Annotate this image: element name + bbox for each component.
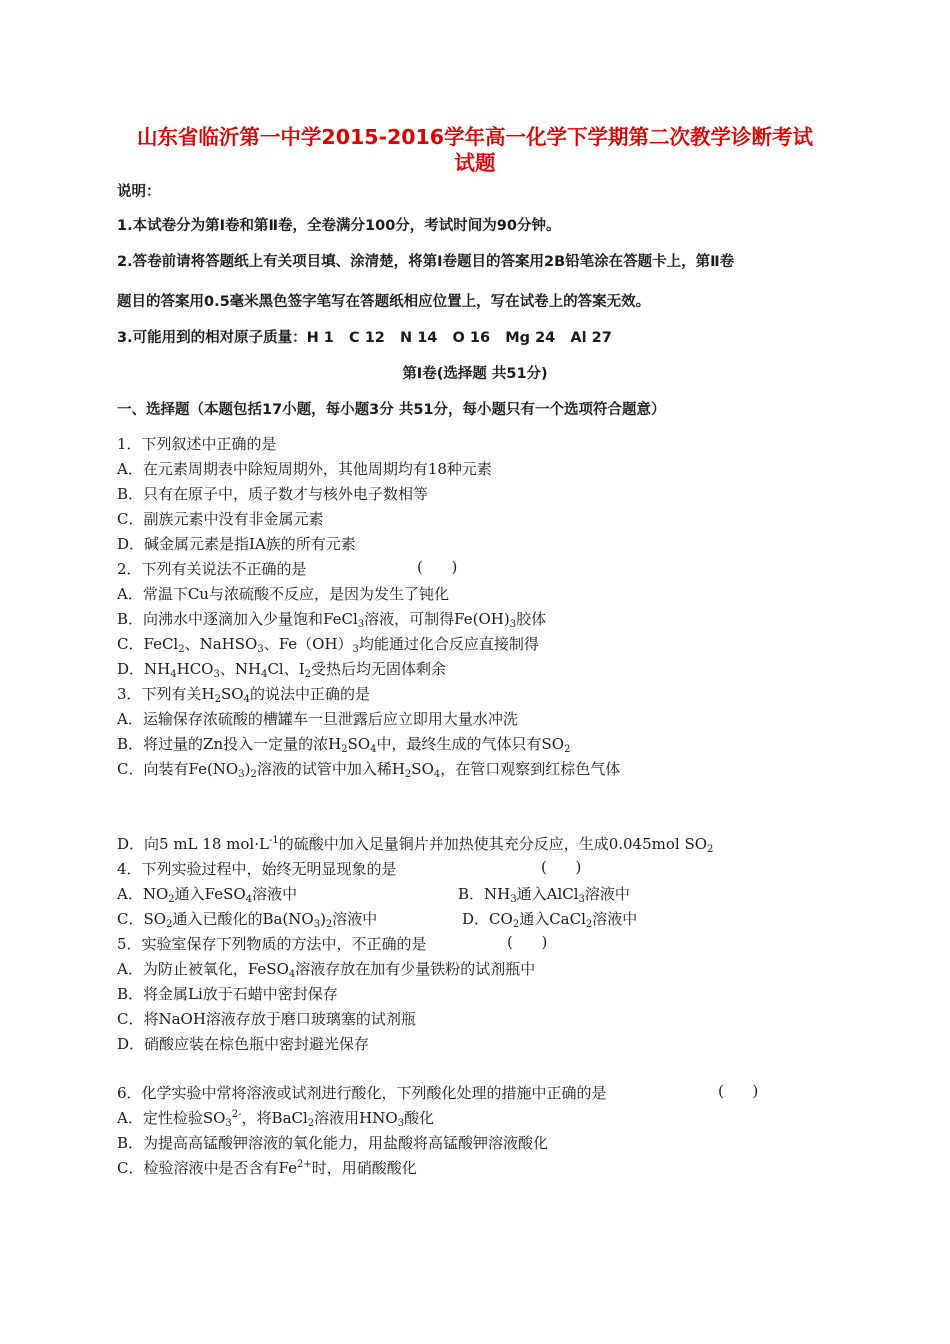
instructions-heading: 说明：	[117, 184, 161, 200]
option-a: A．常温下Cu与浓硫酸不反应，是因为发生了钝化	[117, 585, 449, 603]
option-b: B．将过量的Zn投入一定量的浓$H_2SO_4$中，最终生成的气体只有$SO_2$	[117, 735, 571, 755]
option-c: C．向装有$Fe(NO_3)_2$溶液的试管中加入稀$H_2SO_4$，在管口观察到红棕色气体	[117, 760, 621, 780]
option-d: D．硝酸应装在棕色瓶中密封避光保存	[117, 1035, 370, 1053]
exam-title-line1: 山东省临沂第一中学2015-2016学年高一化学下学期第二次教学诊断考试	[136, 125, 814, 149]
question-stem: 2．下列有关说法不正确的是	[117, 560, 307, 578]
option-d: D．向5 mL 18 $mol\cdot L^{-1}$的硫酸中加入足量铜片并加热使其充分反应，生成0.045mol $SO_2$	[117, 835, 714, 855]
option-a: A．运输保存浓硫酸的槽罐车一旦泄露后应立即用大量水冲洗	[117, 710, 518, 728]
option-b: B．向沸水中逐滴加入少量饱和FeCl$_3$溶液，可制得$Fe(OH)_3$胶体	[117, 610, 547, 630]
option-c: C．副族元素中没有非金属元素	[117, 510, 324, 528]
section-heading: 一、选择题（本题包括17小题，每小题3分 共51分，每小题只有一个选项符合题意）	[117, 402, 666, 418]
option-b: B．只有在原子中，质子数才与核外电子数相等	[117, 485, 429, 503]
option-a: A．在元素周期表中除短周期外，其他周期均有18种元素	[117, 460, 492, 478]
question-stem: 3．下列有关$H_2SO_4$的说法中正确的是	[117, 685, 370, 705]
answer-parenthesis: ( )	[541, 858, 582, 876]
part-one-title: 第Ⅰ卷(选择题 共51分)	[402, 366, 548, 382]
option-b: B．$NH_3$通入AlCl$_3$溶液中	[458, 885, 630, 905]
instruction-item-1: 1.本试卷分为第Ⅰ卷和第Ⅱ卷，全卷满分100分，考试时间为90分钟。	[117, 218, 561, 234]
option-b: B．为提高高锰酸钾溶液的氧化能力，用盐酸将高锰酸钾溶液酸化	[117, 1134, 549, 1152]
option-a: A．定性检验$SO_3^{2-}$，将BaCl$_2$溶液用$HNO_3$酸化	[117, 1109, 435, 1129]
exam-title-line2: 试题	[454, 151, 496, 175]
instruction-item-3: 3.可能用到的相对原子质量：H 1 C 12 N 14 O 16 Mg 24 Al 27	[117, 330, 612, 346]
instruction-item-2-line1: 2.答卷前请将答题纸上有关项目填、涂清楚，将第Ⅰ卷题目的答案用2B铅笔涂在答题卡上，第Ⅱ卷	[117, 254, 735, 270]
question-stem: 1．下列叙述中正确的是	[117, 435, 277, 453]
question-stem: 4．下列实验过程中，始终无明显现象的是	[117, 860, 397, 878]
option-b: B．将金属Li放于石蜡中密封保存	[117, 985, 338, 1003]
instruction-item-2-line2: 题目的答案用0.5毫米黑色签字笔写在答题纸相应位置上，写在试卷上的答案无效。	[117, 294, 651, 310]
option-d: D．$CO_2$通入CaCl$_2$溶液中	[462, 910, 638, 930]
option-c: C．FeCl$_2$、NaHSO$_3$、$Fe(OH)_3$均能通过化合反应直接制得	[117, 635, 539, 655]
question-stem: 6．化学实验中常将溶液或试剂进行酸化，下列酸化处理的措施中正确的是	[117, 1084, 607, 1102]
option-c: C．检验溶液中是否含有$Fe^{2+}$时，用硝酸酸化	[117, 1159, 417, 1177]
option-c: C．将NaOH溶液存放于磨口玻璃塞的试剂瓶	[117, 1010, 416, 1028]
option-d: D．$NH_4HCO_3$、$NH_4Cl$、$I_2$受热后均无固体剩余	[117, 660, 447, 680]
answer-parenthesis: ( )	[718, 1082, 759, 1100]
option-a: A．为防止被氧化，FeSO$_4$溶液存放在加有少量铁粉的试剂瓶中	[117, 960, 536, 980]
option-d: D．碱金属元素是指IA族的所有元素	[117, 535, 356, 553]
question-stem: 5．实验室保存下列物质的方法中，不正确的是	[117, 935, 427, 953]
option-a: A．$NO_2$通入FeSO$_4$溶液中	[117, 885, 298, 905]
answer-parenthesis: ( )	[417, 558, 458, 576]
answer-parenthesis: ( )	[507, 933, 548, 951]
option-c: C．$SO_2$通入已酸化的$Ba(NO_3)_2$溶液中	[117, 910, 378, 930]
